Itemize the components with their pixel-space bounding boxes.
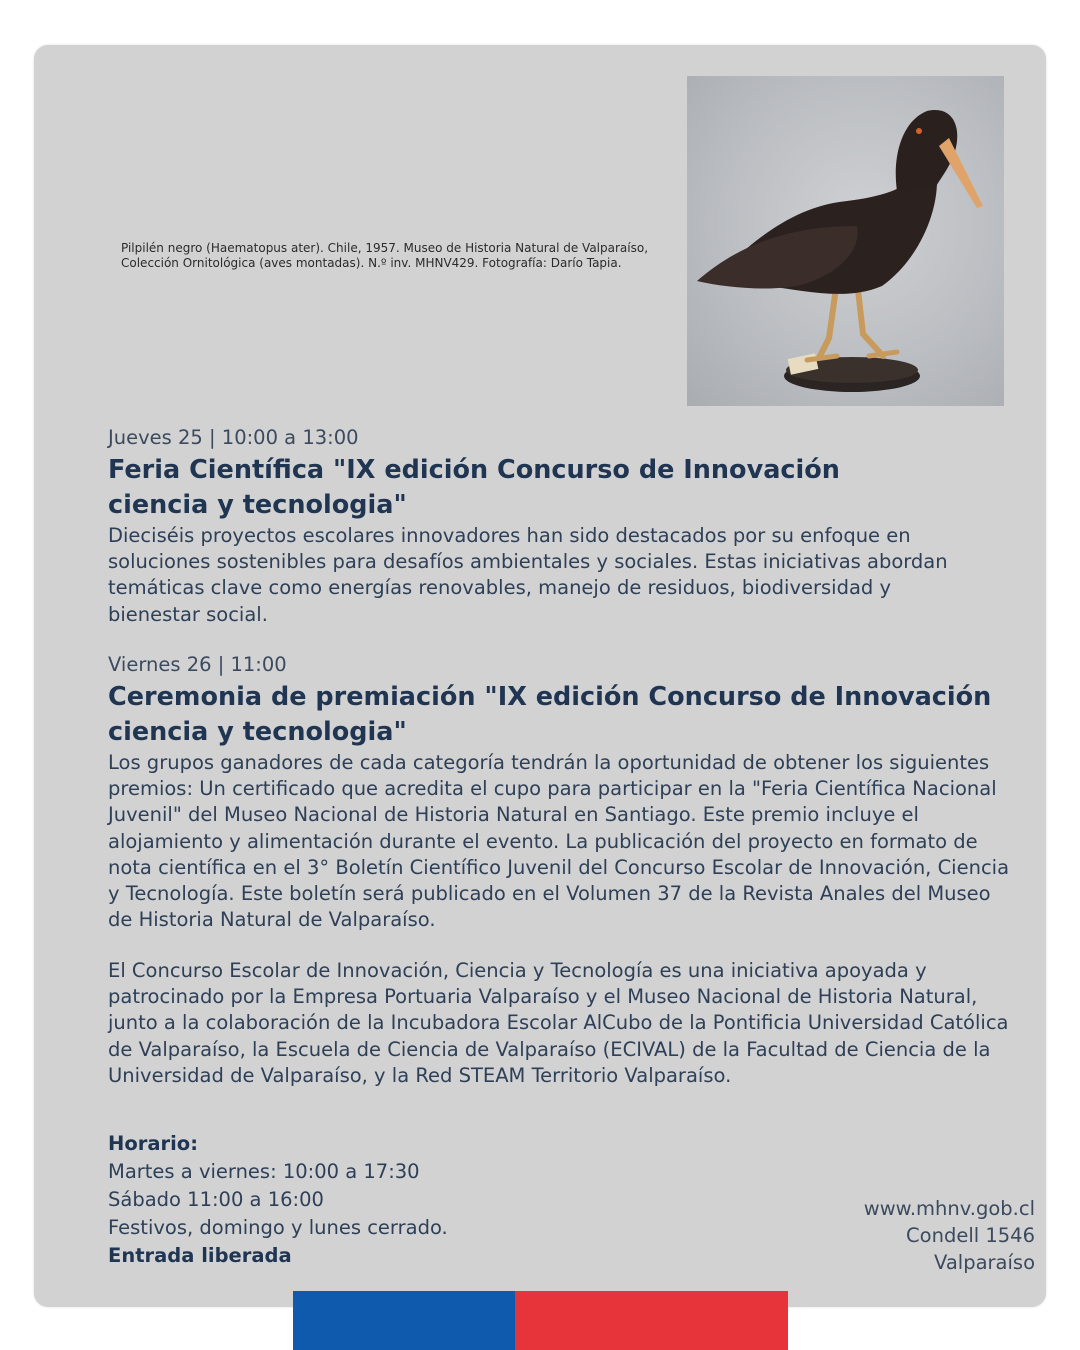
flag-blue-stripe [293, 1291, 515, 1350]
event-1-body-line: temáticas clave como energías renovables, manejo de residuos, biodiversidad y [108, 576, 892, 600]
free-entry: Entrada liberada [108, 1244, 292, 1267]
photo-caption [121, 241, 671, 271]
sponsors-body-line: El Concurso Escolar de Innovación, Ciencia y Tecnología es una iniciativa apoyada y [108, 959, 927, 982]
schedule-line: Festivos, domingo y lunes cerrado. [108, 1216, 448, 1239]
schedule-label: Horario: [108, 1132, 198, 1155]
event-1-date: Jueves 25 | 10:00 a 13:00 [108, 426, 359, 449]
event-2-body-line: de Historia Natural de Valparaíso. [108, 908, 436, 932]
event-2-body-line: Los grupos ganadores de cada categoría tendrán la oportunidad de obtener los siguientes [108, 751, 990, 774]
sponsors [108, 958, 1048, 1089]
sponsors-body-line: de Valparaíso, la Escuela de Ciencia de Valparaíso (ECIVAL) de la Facultad de Ciencia de la [108, 1037, 991, 1061]
caption-line-2: Colección Ornitológica (aves montadas). N.º inv. MHNV429. Fotografía: Darío Tapia. [121, 256, 622, 270]
caption-line-1: Pilpilén negro (Haematopus ater). Chile, 1957. Museo de Historia Natural de Valparaíso, [121, 241, 649, 255]
contact-info [864, 1195, 1035, 1276]
event-1-title [108, 453, 1048, 523]
event-1-title-line-1: Feria Científica "IX edición Concurso de Innovación [108, 455, 840, 485]
sponsors-body-line: patrocinado por la Empresa Portuaria Valparaíso y el Museo Nacional de Historia Natural, [108, 985, 978, 1009]
stuffed-bird-icon [687, 76, 1004, 406]
event-2 [108, 651, 1048, 933]
city: Valparaíso [934, 1251, 1035, 1274]
event-2-body-line: nota científica en el 3° Boletín Científico Juvenil del Concurso Escolar de Innovación, Ciencia [108, 855, 1010, 879]
sponsors-body-line: Universidad de Valparaíso, y la Red STEAM Territorio Valparaíso. [108, 1063, 732, 1087]
event-2-title [108, 680, 1048, 750]
event-1-body-line: soluciones sostenibles para desafíos ambientales y sociales. Estas iniciativas abordan [108, 550, 948, 574]
schedule-line: Sábado 11:00 a 16:00 [108, 1188, 324, 1211]
event-1-description [108, 523, 1048, 628]
event-2-date: Viernes 26 | 11:00 [108, 653, 287, 676]
website-link[interactable]: www.mhnv.gob.cl [863, 1197, 1035, 1220]
event-2-description [108, 750, 1048, 933]
flag-red-stripe [515, 1291, 788, 1350]
event-2-title-line-2: ciencia y tecnologia" [108, 717, 407, 747]
event-1-body-line: bienestar social. [108, 602, 268, 626]
event-1 [108, 424, 1048, 628]
event-2-body-line: Juvenil" del Museo Nacional de Historia Natural en Santiago. Este premio incluye el [108, 803, 919, 827]
event-2-body-line: alojamiento y alimentación durante el evento. La publicación del proyecto en formato de [108, 829, 978, 853]
event-1-title-line-2: ciencia y tecnologia" [108, 490, 407, 520]
sponsors-body-line: junto a la colaboración de la Incubadora Escolar AlCubo de la Pontificia Universidad Católica [108, 1011, 1009, 1035]
event-1-body-line: Dieciséis proyectos escolares innovadores han sido destacados por su enfoque en [108, 524, 911, 547]
event-2-body-line: premios: Un certificado que acredita el cupo para participar en la "Feria Científica Nacional [108, 777, 997, 801]
schedule-line: Martes a viernes: 10:00 a 17:30 [108, 1160, 420, 1183]
schedule [108, 1130, 608, 1270]
event-2-body-line: y Tecnología. Este boletín será publicado en el Volumen 37 de la Revista Anales del Museo [108, 882, 991, 906]
sponsors-description [108, 958, 1048, 1089]
event-2-title-line-1: Ceremonia de premiación "IX edición Concurso de Innovación [108, 682, 992, 712]
address: Condell 1546 [906, 1224, 1035, 1247]
bird-photo [687, 76, 1004, 406]
